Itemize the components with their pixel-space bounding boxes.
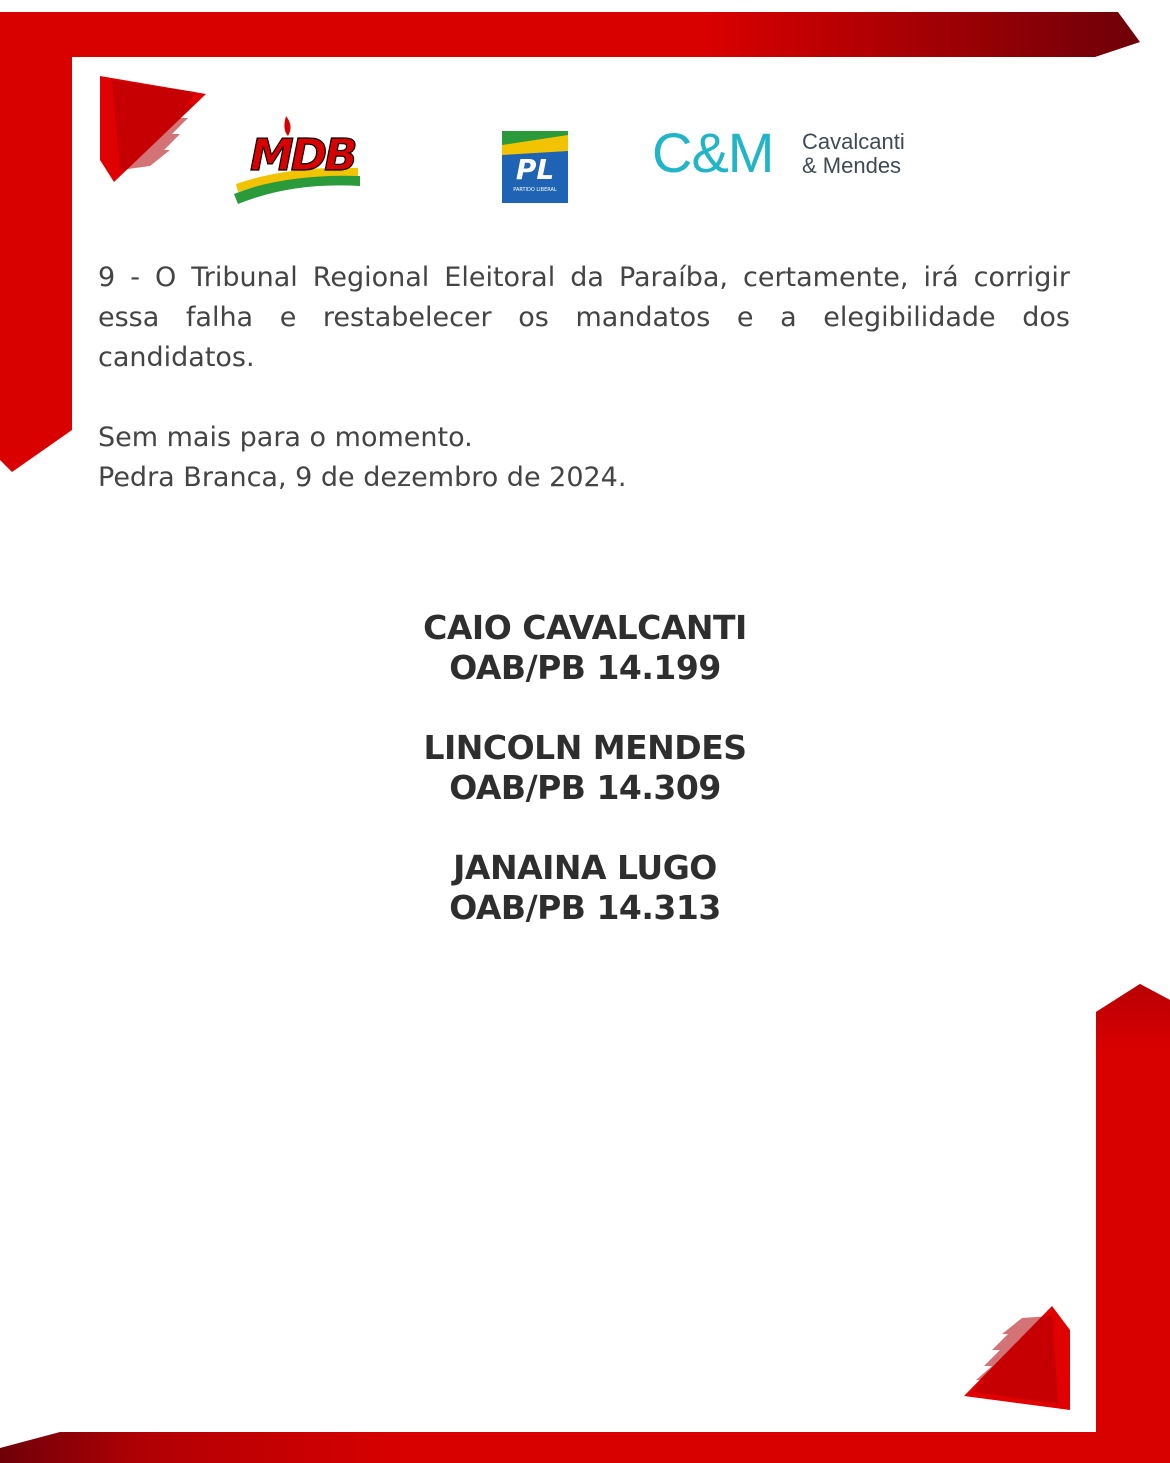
corner-ornament-bottom-right <box>964 1306 1070 1410</box>
closing-line: Sem mais para o momento. <box>98 422 473 453</box>
signatory-oab: OAB/PB 14.309 <box>449 768 721 807</box>
paragraph-9: 9 - O Tribunal Regional Eleitoral da Paraíba, certamente, irá corrigir essa falha e restabelecer os mandatos e a elegibilidade dos candidatos. <box>98 262 1070 373</box>
pl-logo <box>502 131 568 203</box>
signatory-oab: OAB/PB 14.313 <box>449 888 721 927</box>
svg-text:PL: PL <box>515 153 555 186</box>
cm-firm-name <box>802 130 905 178</box>
cm-name-line-2: & Mendes <box>802 153 902 178</box>
cm-monogram: C&M <box>652 121 774 184</box>
svg-text:PARTIDO LIBERAL: PARTIDO LIBERAL <box>513 187 557 193</box>
signatory-name: LINCOLN MENDES <box>423 728 747 767</box>
signature-caio <box>235 608 935 688</box>
frame-right-strip <box>1096 984 1170 1432</box>
letter-closing <box>98 418 1070 498</box>
cm-name-line-1: Cavalcanti <box>802 129 905 154</box>
letter-body <box>98 258 1070 498</box>
cavalcanti-mendes-logo <box>652 122 952 192</box>
svg-text:MDB: MDB <box>250 130 355 181</box>
signature-lincoln <box>235 728 935 808</box>
signatory-name: CAIO CAVALCANTI <box>423 608 747 647</box>
signature-janaina <box>235 848 935 928</box>
place-date: Pedra Branca, 9 de dezembro de 2024. <box>98 462 627 493</box>
logo-header <box>0 0 1170 230</box>
signatory-name: JANAINA LUGO <box>453 848 717 887</box>
signature-block <box>235 608 935 968</box>
signatory-oab: OAB/PB 14.199 <box>449 648 721 687</box>
mdb-logo <box>228 112 368 212</box>
